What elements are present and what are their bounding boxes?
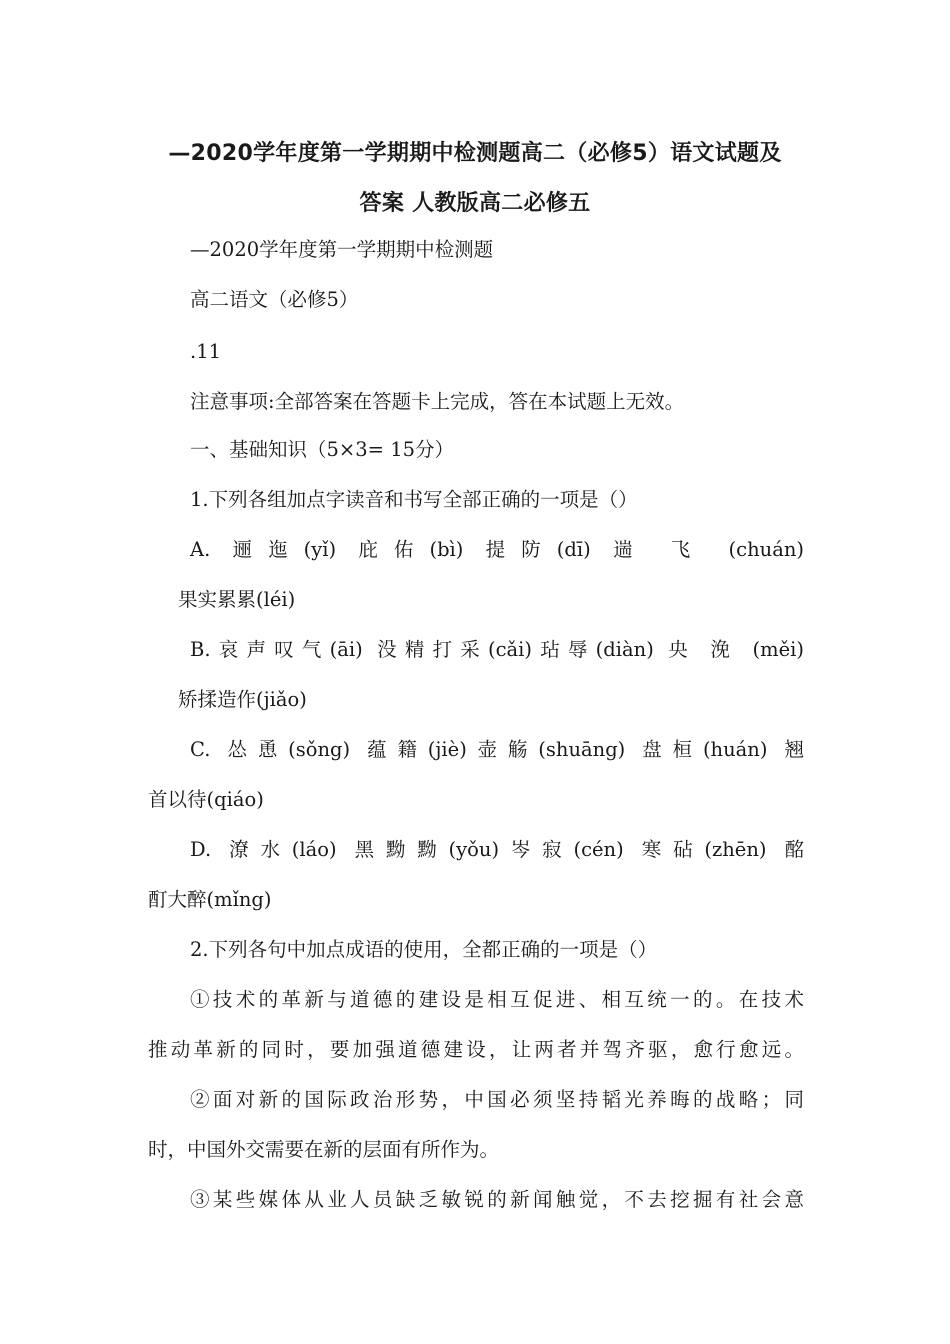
question-1-option-d-cont: 酊大醉(mǐng) — [148, 888, 272, 911]
date-line: .11 — [190, 340, 222, 363]
document-title-line-1: —2020学年度第一学期期中检测题高二（必修5）语文试题及 — [168, 141, 782, 166]
question-1-option-c-cont: 首以待(qiáo) — [148, 788, 264, 811]
notice-line: 注意事项:全部答案在答题卡上完成，答在本试题上无效。 — [190, 390, 685, 413]
section-heading: 一、基础知识（5×3= 15分） — [190, 438, 455, 461]
exam-name-line: —2020学年度第一学期期中检测题 — [190, 238, 494, 261]
question-2-sentence-3: ③某些媒体从业人员缺乏敏锐的新闻触觉，不去挖掘有社会意 — [190, 1188, 804, 1211]
question-2-sentence-1: ①技术的革新与道德的建设是相互促进、相互统一的。在技术 — [190, 988, 804, 1011]
question-2-sentence-2: ②面对新的国际政治形势，中国必须坚持韬光养晦的战略；同 — [190, 1088, 804, 1111]
subject-line: 高二语文（必修5） — [190, 288, 359, 311]
question-1-stem: 1.下列各组加点字读音和书写全部正确的一项是（） — [190, 488, 638, 511]
question-1-option-b: B.哀声叹气(āi) 没精打采(cǎi)玷辱(diàn) 央 浼 (měi) — [190, 638, 804, 661]
question-1-option-d: D. 潦水(láo) 黑黝黝(yǒu)岑寂(cén) 寒砧(zhēn) 酩 — [190, 838, 804, 861]
question-2-sentence-2-cont: 时，中国外交需要在新的层面有所作为。 — [148, 1138, 500, 1161]
document-title-line-2: 答案 人教版高二必修五 — [359, 191, 591, 216]
question-2-sentence-1-cont: 推动革新的同时，要加强道德建设，让两者并驾齐驱，愈行愈远。 — [148, 1038, 804, 1061]
question-1-option-b-cont: 矫揉造作(jiǎo) — [178, 688, 307, 711]
question-2-stem: 2.下列各句中加点成语的使用，全都正确的一项是（） — [190, 938, 658, 961]
question-1-option-c: C. 怂恿(sǒng) 蕴籍(jiè)壶觞(shuāng) 盘桓(huán) 翘 — [190, 738, 804, 761]
question-1-option-a: A. 逦迤(yǐ) 庇佑(bì) 提防(dī) 遄 飞 (chuán) — [190, 538, 804, 561]
question-1-option-a-cont: 果实累累(léi) — [178, 588, 296, 611]
